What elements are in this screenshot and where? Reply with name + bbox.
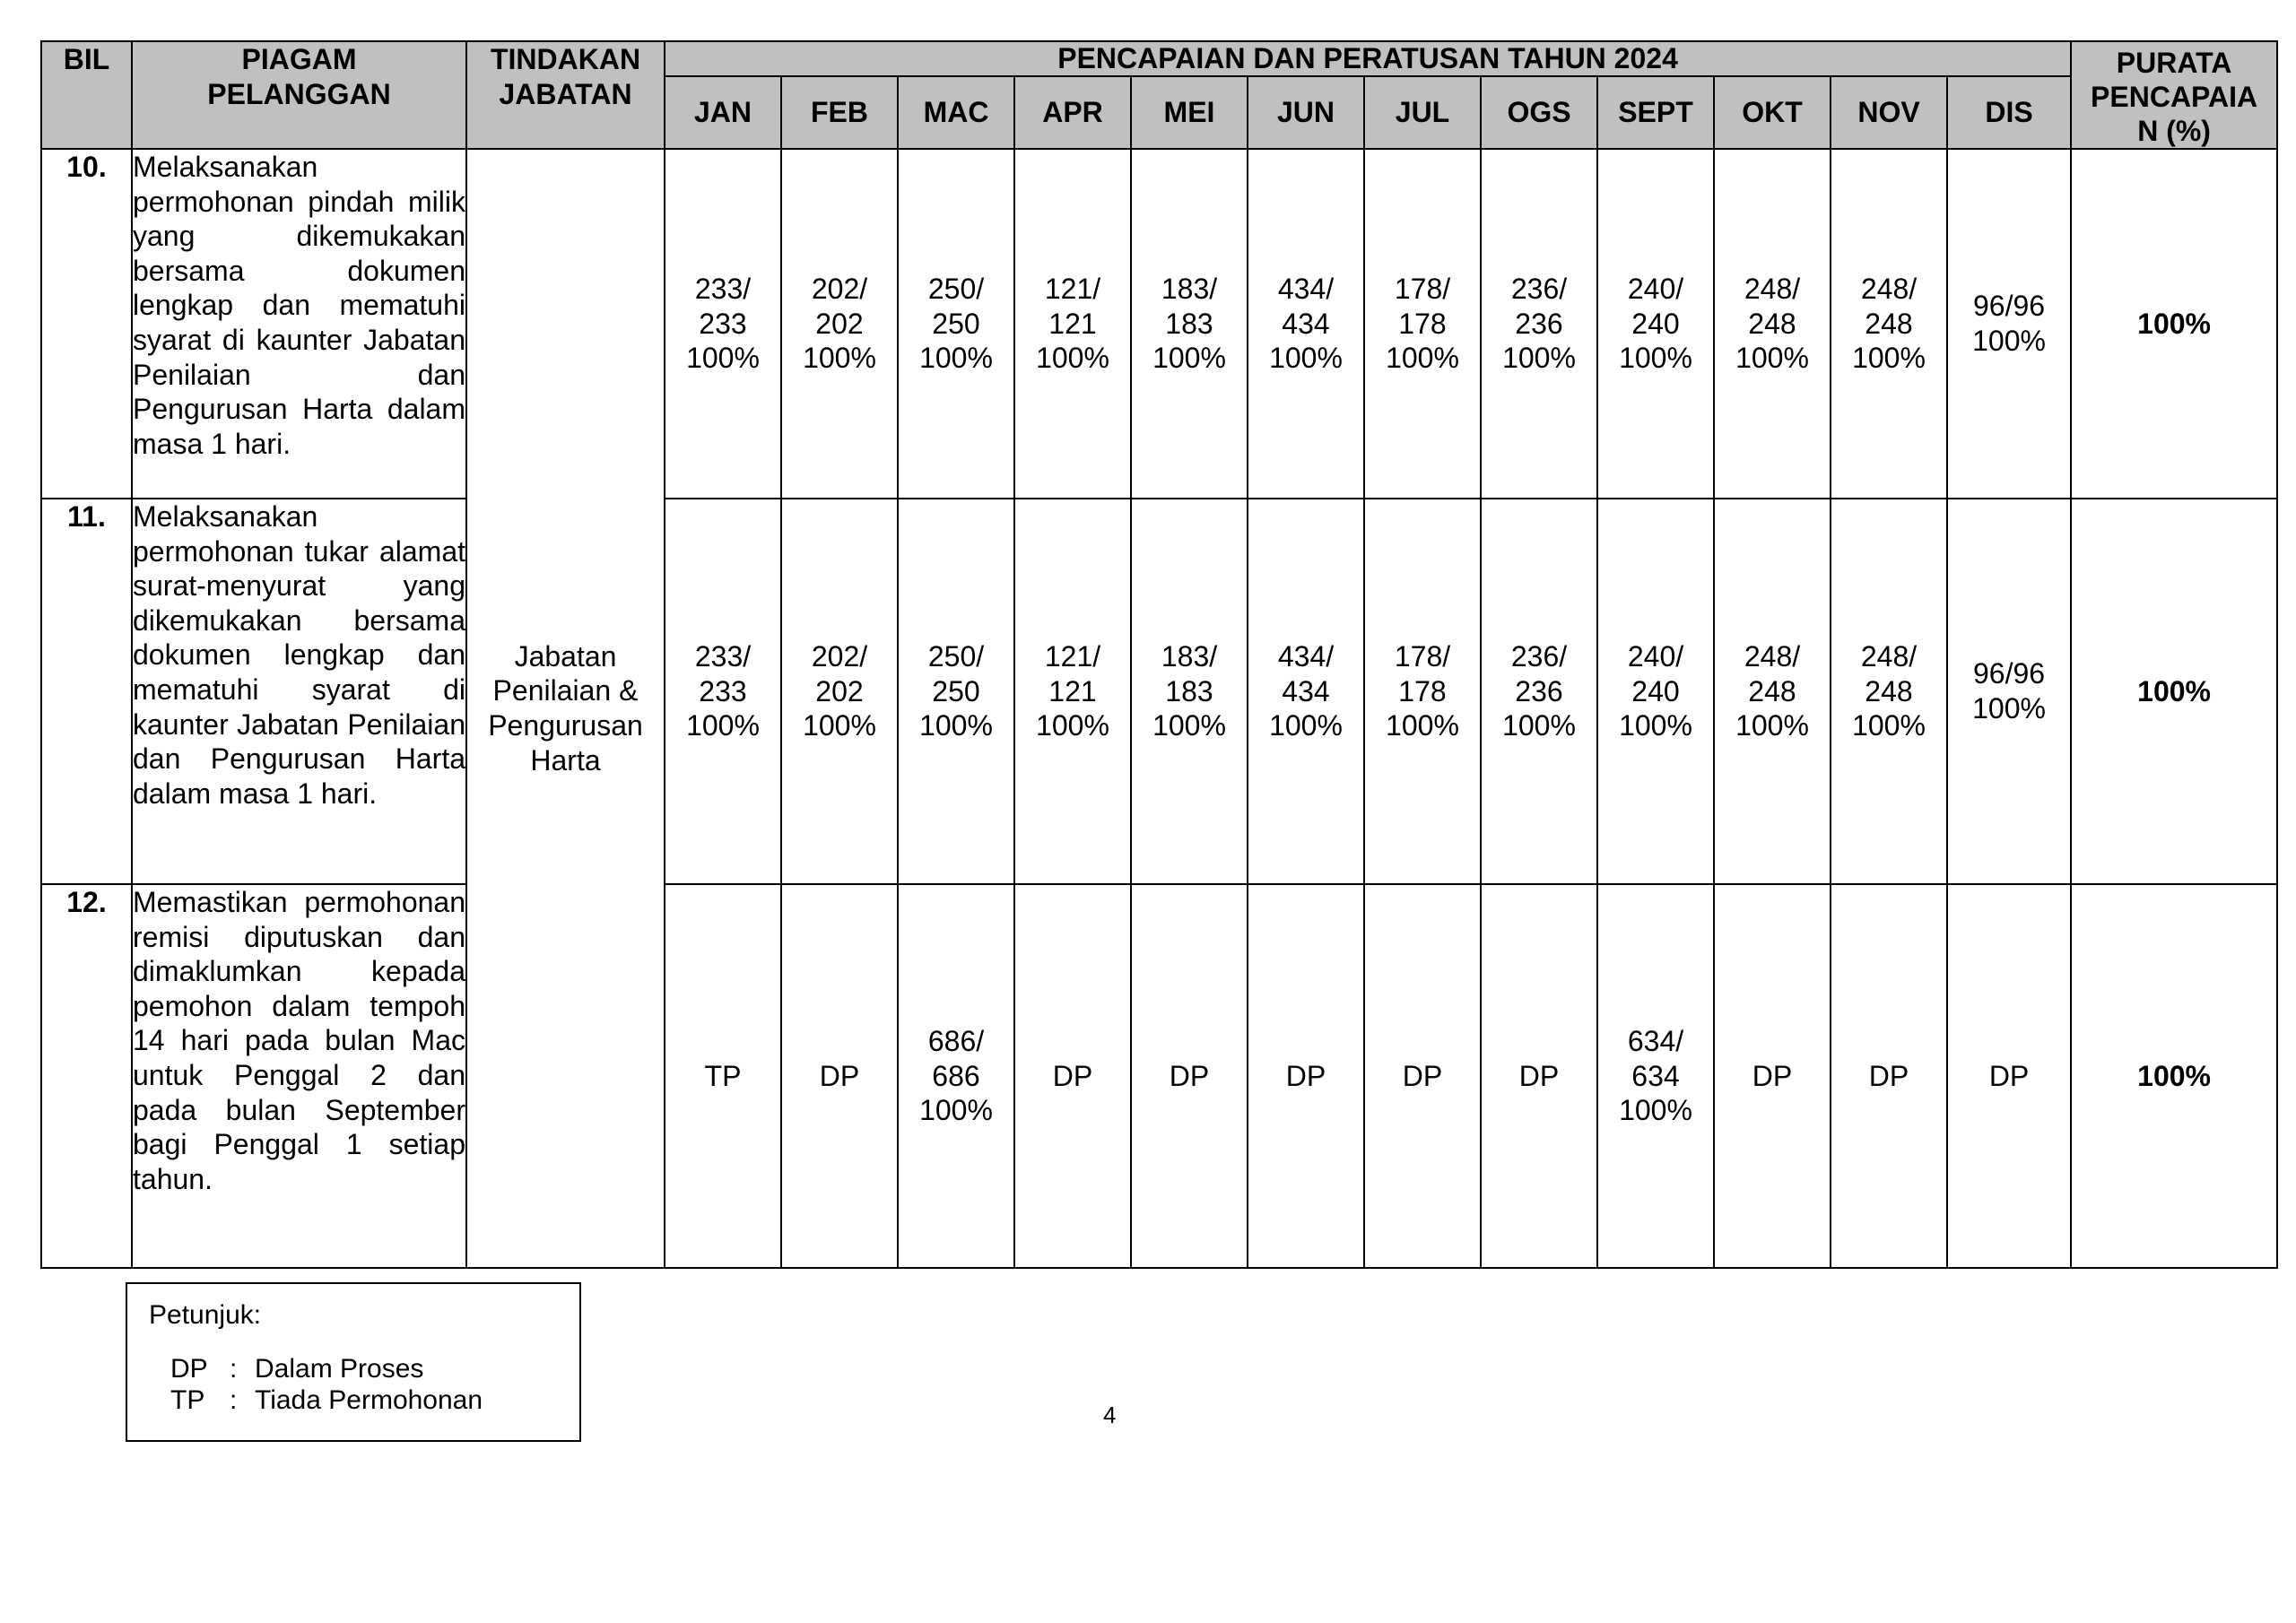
month-value: DP	[1947, 884, 2071, 1268]
month-value: DP	[1131, 884, 1248, 1268]
month-value: 178/ 178 100%	[1364, 149, 1481, 499]
header-month: FEB	[781, 76, 898, 149]
header-month: MEI	[1131, 76, 1248, 149]
month-value: DP	[1014, 884, 1131, 1268]
header-piagam: PIAGAM PELANGGAN	[132, 41, 466, 149]
header-tindakan: TINDAKAN JABATAN	[466, 41, 665, 149]
header-month: JUL	[1364, 76, 1481, 149]
month-value: 236/ 236 100%	[1481, 149, 1597, 499]
header-month: APR	[1014, 76, 1131, 149]
header-purata: PURATA PENCAPAIA N (%)	[2071, 41, 2277, 149]
table-row	[41, 884, 2277, 1268]
header-month: JUN	[1248, 76, 1364, 149]
header-period: PENCAPAIAN DAN PERATUSAN TAHUN 2024	[665, 41, 2071, 76]
month-value: 121/ 121 100%	[1014, 499, 1131, 884]
table-row	[41, 149, 2277, 499]
page-number: 4	[1103, 1402, 1117, 1428]
department-cell: Jabatan Penilaian & Pengurusan Harta	[466, 149, 665, 1268]
month-value: 96/96 100%	[1947, 149, 2071, 499]
month-value: DP	[1481, 884, 1597, 1268]
month-value: 248/ 248 100%	[1714, 499, 1831, 884]
row-number: 12.	[41, 884, 132, 1268]
header-month: MAC	[898, 76, 1014, 149]
achievement-table	[40, 40, 2278, 1269]
month-value: 248/ 248 100%	[1831, 499, 1947, 884]
header-month: OKT	[1714, 76, 1831, 149]
month-value: 236/ 236 100%	[1481, 499, 1597, 884]
header-month: SEPT	[1597, 76, 1714, 149]
month-value: 96/96 100%	[1947, 499, 2071, 884]
month-value: DP	[781, 884, 898, 1268]
month-value: 248/ 248 100%	[1831, 149, 1947, 499]
month-value: 434/ 434 100%	[1248, 149, 1364, 499]
month-value: 686/ 686 100%	[898, 884, 1014, 1268]
charter-description: Melaksanakan permohonan tukar alamat surat-menyurat yang dikemukakan bersama dokumen lengkap dan mematuhi syarat di kaunter Jabatan Penilaian dan Pengurusan Harta dalam masa 1 hari.	[132, 499, 466, 884]
month-value: DP	[1831, 884, 1947, 1268]
table-row	[41, 499, 2277, 884]
legend-title: Petunjuk:	[149, 1300, 262, 1330]
header-month: NOV	[1831, 76, 1947, 149]
month-value: 202/ 202 100%	[781, 499, 898, 884]
header-month: OGS	[1481, 76, 1597, 149]
month-value: DP	[1364, 884, 1481, 1268]
month-value: 233/ 233 100%	[665, 149, 781, 499]
charter-description: Memastikan permohonan remisi diputuskan dan dimaklumkan kepada pemohon dalam tempoh 14 hari pada bulan Mac untuk Penggal 2 dan pada bulan September bagi Penggal 1 setiap tahun.	[132, 884, 466, 1268]
month-value: DP	[1714, 884, 1831, 1268]
month-value: 183/ 183 100%	[1131, 149, 1248, 499]
month-value: 248/ 248 100%	[1714, 149, 1831, 499]
header-month: DIS	[1947, 76, 2071, 149]
month-value: 233/ 233 100%	[665, 499, 781, 884]
legend-item: TP : Tiada Permohonan	[170, 1385, 483, 1415]
month-value: 183/ 183 100%	[1131, 499, 1248, 884]
header-month: JAN	[665, 76, 781, 149]
average-achievement: 100%	[2071, 499, 2277, 884]
month-value: 434/ 434 100%	[1248, 499, 1364, 884]
header-bil: BIL	[41, 41, 132, 149]
legend-box	[126, 1282, 581, 1442]
average-achievement: 100%	[2071, 884, 2277, 1268]
row-number: 11.	[41, 499, 132, 884]
charter-description: Melaksanakan permohonan pindah milik yang dikemukakan bersama dokumen lengkap dan mematuhi syarat di kaunter Jabatan Penilaian dan Pengurusan Harta dalam masa 1 hari.	[132, 149, 466, 499]
month-value: 240/ 240 100%	[1597, 149, 1714, 499]
month-value: 250/ 250 100%	[898, 499, 1014, 884]
month-value: 202/ 202 100%	[781, 149, 898, 499]
month-value: DP	[1248, 884, 1364, 1268]
month-value: 121/ 121 100%	[1014, 149, 1131, 499]
month-value: 178/ 178 100%	[1364, 499, 1481, 884]
month-value: 250/ 250 100%	[898, 149, 1014, 499]
month-value: 240/ 240 100%	[1597, 499, 1714, 884]
legend-item: DP : Dalam Proses	[170, 1354, 424, 1384]
month-value: 634/ 634 100%	[1597, 884, 1714, 1268]
month-value: TP	[665, 884, 781, 1268]
average-achievement: 100%	[2071, 149, 2277, 499]
row-number: 10.	[41, 149, 132, 499]
